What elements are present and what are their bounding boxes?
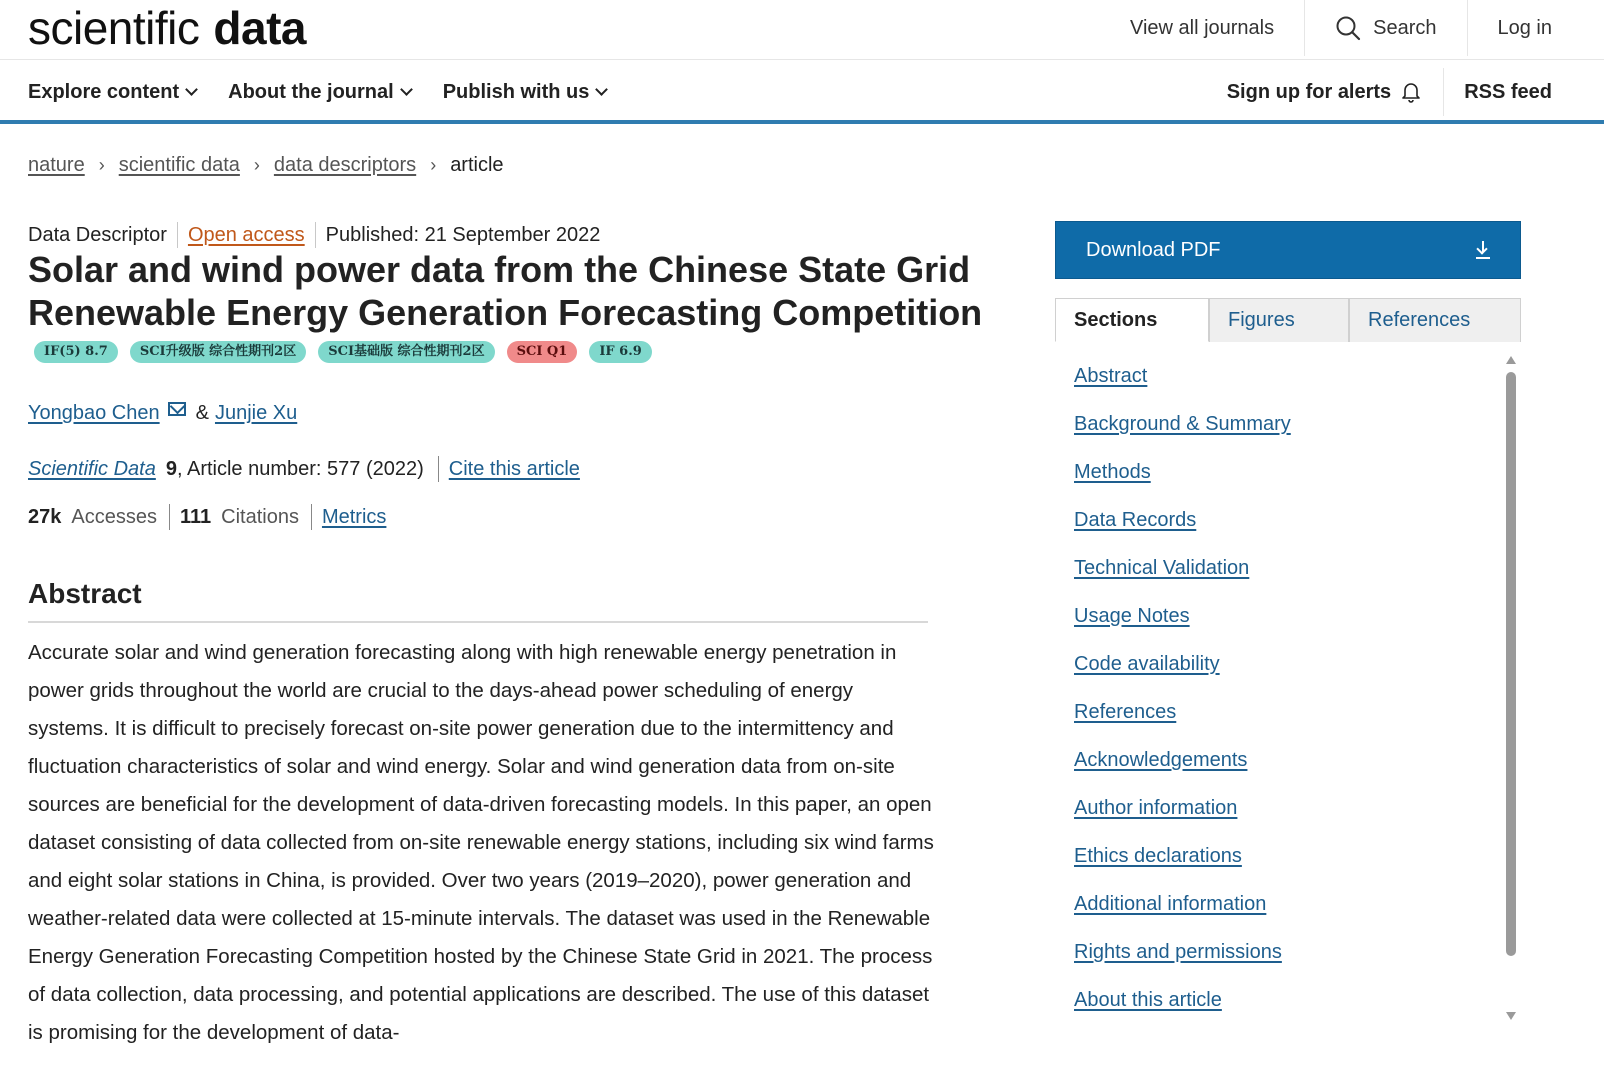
breadcrumb-scientific-data[interactable]: scientific data [118, 154, 240, 176]
article-type: Data Descriptor [28, 223, 167, 246]
tab-sections[interactable]: Sections [1055, 298, 1209, 342]
section-link-rights[interactable]: Rights and permissions [1074, 941, 1282, 963]
alerts-label: Sign up for alerts [1226, 80, 1392, 103]
chevron-down-icon [185, 83, 198, 96]
breadcrumb [28, 154, 504, 177]
explore-content-menu[interactable] [28, 81, 196, 104]
sections-list [1074, 360, 1494, 1032]
logo-text-light: scientific [28, 2, 200, 54]
badge-sci-basic: SCI基础版 综合性期刊2区 [318, 341, 494, 363]
journal-badges [34, 341, 652, 363]
chevron-right-icon: › [430, 155, 437, 175]
section-link-acknowledgements[interactable]: Acknowledgements [1074, 749, 1248, 771]
published-date: Published: 21 September 2022 [325, 223, 601, 246]
author-link[interactable]: Junjie Xu [214, 402, 298, 424]
download-pdf-button[interactable] [1055, 221, 1521, 279]
breadcrumb-data-descriptors[interactable]: data descriptors [273, 154, 417, 176]
scroll-up-arrow-icon[interactable] [1506, 356, 1516, 364]
explore-content-label: Explore content [28, 80, 180, 103]
search-button[interactable] [1304, 0, 1466, 56]
download-icon [1476, 241, 1490, 259]
metrics-link[interactable]: Metrics [321, 505, 387, 528]
site-header [0, 0, 1604, 60]
author-list [28, 402, 297, 425]
section-link-references[interactable]: References [1074, 701, 1177, 723]
divider [311, 504, 312, 530]
section-link-about-article[interactable]: About this article [1074, 989, 1222, 1011]
accesses-count: 27k [28, 505, 62, 528]
about-journal-menu[interactable] [228, 81, 411, 104]
email-icon[interactable] [168, 402, 186, 416]
publish-with-us-menu[interactable] [443, 81, 607, 104]
section-link-data-records[interactable]: Data Records [1074, 509, 1197, 531]
article-metrics [28, 504, 386, 530]
volume-number: 9 [165, 457, 177, 480]
bell-icon [1401, 81, 1421, 103]
sign-up-alerts-button[interactable] [1227, 68, 1444, 116]
open-access-link[interactable]: Open access [187, 223, 305, 246]
tab-figures[interactable]: Figures [1209, 298, 1349, 342]
chevron-right-icon: › [253, 155, 260, 175]
section-link-methods[interactable]: Methods [1074, 461, 1151, 483]
search-label: Search [1373, 16, 1437, 39]
divider [438, 456, 439, 482]
journal-link[interactable]: Scientific Data [28, 457, 156, 480]
author-link[interactable]: Yongbao Chen [28, 402, 160, 424]
header-actions [1100, 0, 1604, 56]
citations-label: Citations [221, 505, 299, 528]
section-link-ethics[interactable]: Ethics declarations [1074, 845, 1242, 867]
chevron-down-icon [595, 83, 608, 96]
section-link-technical-validation[interactable]: Technical Validation [1074, 557, 1250, 579]
badge-sci-q1: SCI Q1 [507, 341, 578, 363]
author-separator: & [195, 402, 209, 424]
chevron-right-icon: › [98, 155, 105, 175]
download-pdf-label: Download PDF [1086, 238, 1221, 261]
breadcrumb-current: article [450, 154, 504, 176]
section-link-author-information[interactable]: Author information [1074, 797, 1238, 819]
publish-with-us-label: Publish with us [442, 80, 590, 103]
about-journal-label: About the journal [228, 80, 394, 103]
abstract-divider [28, 621, 928, 623]
breadcrumb-nature[interactable]: nature [28, 154, 85, 176]
logo-text-bold: data [213, 2, 306, 54]
article-meta [28, 222, 600, 248]
sidebar-tabs [1055, 298, 1521, 342]
main-nav [0, 60, 1604, 124]
badge-if5: IF(5) 8.7 [34, 341, 118, 363]
article-title [28, 248, 988, 377]
scroll-down-arrow-icon[interactable] [1506, 1012, 1516, 1020]
view-all-journals-link[interactable]: View all journals [1129, 16, 1275, 39]
divider [177, 222, 178, 248]
section-link-abstract[interactable]: Abstract [1074, 365, 1148, 387]
article-number: , Article number: 577 (2022) [176, 457, 424, 480]
cite-article-link[interactable]: Cite this article [448, 457, 580, 480]
scrollbar-thumb[interactable] [1506, 372, 1516, 956]
login-link[interactable]: Log in [1467, 0, 1604, 56]
citation-line [28, 456, 580, 482]
divider [169, 504, 170, 530]
tab-references[interactable]: References [1349, 298, 1521, 342]
divider [315, 222, 316, 248]
section-link-additional-information[interactable]: Additional information [1074, 893, 1267, 915]
section-link-background[interactable]: Background & Summary [1074, 413, 1291, 435]
badge-if: IF 6.9 [589, 341, 651, 363]
abstract-heading: Abstract [28, 578, 142, 609]
citations-count: 111 [179, 505, 212, 528]
rss-feed-link[interactable]: RSS feed [1464, 80, 1552, 103]
chevron-down-icon [400, 83, 413, 96]
search-icon [1335, 15, 1361, 41]
sections-scrollbar[interactable] [1504, 356, 1518, 1022]
accesses-label: Accesses [71, 505, 157, 528]
abstract-text: Accurate solar and wind generation forecasting along with high renewable energy penetration in power grids throughout the world are crucial to the days-ahead power scheduling of energy systems. It is difficult to precisely forecast on-site power generation due to the intermittency and fluctuation characteristics of solar and wind energy. Solar and wind generation data from on-site sources are beneficial for the development of data-driven forecasting models. In this paper, an open dataset consisting of data collected from on-site renewable energy stations, including six wind farms and eight solar stations in China, is provided. Over two years (2019–2020), power generation and weather-related data were collected at 15-minute intervals. The dataset was used in the Renewable Energy Generation Forecasting Competition hosted by the Chinese State Grid in 2021. The process of data collection, data processing, and potential applications are described. The use of this dataset is promising for the development of data- [28, 641, 934, 1044]
section-link-usage-notes[interactable]: Usage Notes [1074, 605, 1190, 627]
section-link-code-availability[interactable]: Code availability [1074, 653, 1220, 675]
article-title-text: Solar and wind power data from the Chinese State Grid Renewable Energy Generation Forecasting Competition [28, 249, 983, 333]
badge-sci-upgrade: SCI升级版 综合性期刊2区 [130, 341, 306, 363]
site-logo[interactable] [28, 0, 306, 56]
